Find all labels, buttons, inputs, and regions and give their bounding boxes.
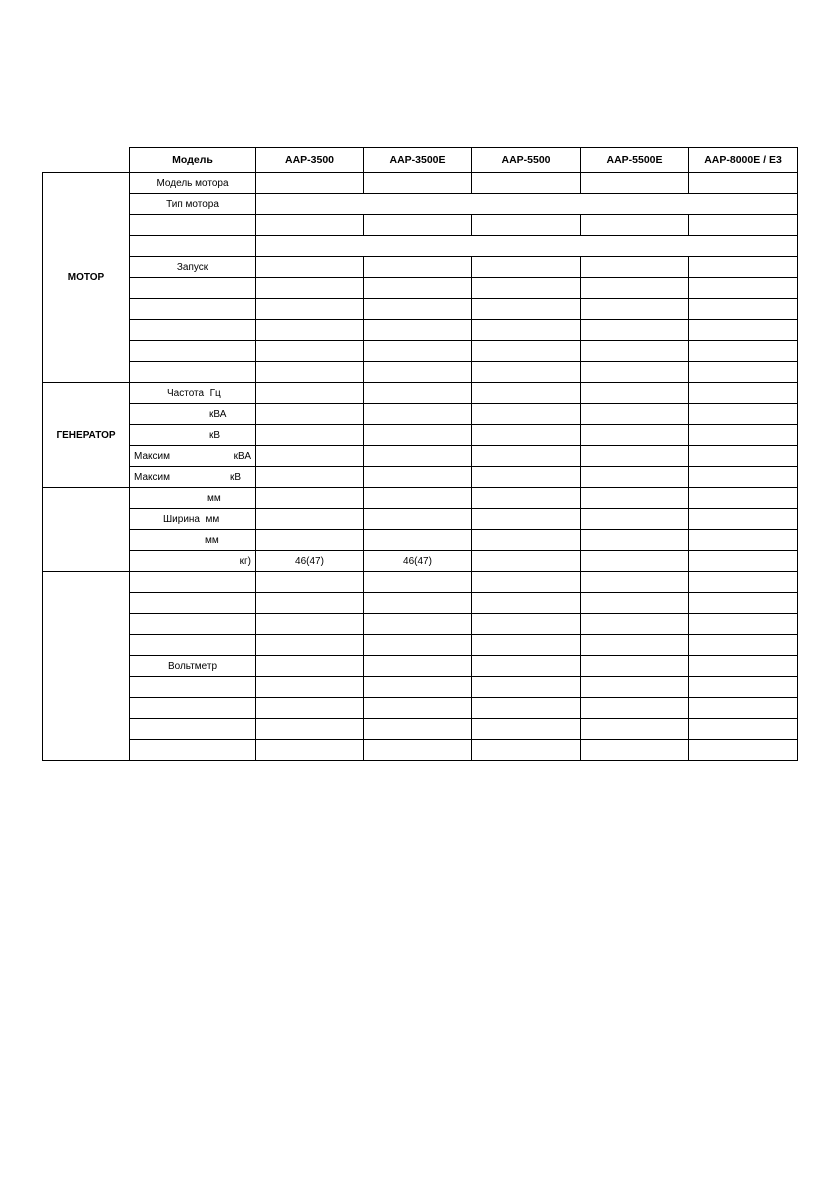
table-row [43,383,798,404]
width-label: Ширина [163,513,200,525]
table-row [43,530,798,551]
table-row [43,320,798,341]
row-label-height: мм [130,530,256,551]
table-row [43,299,798,320]
model-header-label: Модель [130,148,256,173]
table-row [43,257,798,278]
table-row [43,740,798,761]
section-motor: МОТОР [43,173,130,383]
header-row [43,148,798,173]
weight-aap-3500: 46(47) [256,551,364,572]
row-label-weight: кг) [130,551,256,572]
table-row [43,614,798,635]
table-row [43,656,798,677]
table-row [43,194,798,215]
table-row [43,509,798,530]
table-row [43,425,798,446]
row-label-kva: кВА [130,404,256,425]
corner-cell [43,148,130,173]
row-label-max-kw [130,467,256,488]
model-header-aap-3500: AAP-3500 [256,148,364,173]
section-dimensions [43,488,130,572]
section-equipment [43,572,130,761]
table-row [43,236,798,257]
row-label-engine-model: Модель мотора [130,173,256,194]
max-kva-unit: кВА [233,450,251,462]
row-label-max-kva [130,446,256,467]
table-row [43,467,798,488]
table-row [43,278,798,299]
row-label-voltmeter: Вольтметр [130,656,256,677]
row-label-kw: кВ [130,425,256,446]
model-header-aap-5500: AAP-5500 [472,148,581,173]
max-kw-unit: кВ [229,471,241,483]
model-header-aap-8000e: AAP-8000E / E3 [689,148,798,173]
model-header-aap-3500e: AAP-3500E [364,148,472,173]
specifications-table [42,147,798,761]
table-row [43,593,798,614]
table-row [43,446,798,467]
max-kw-label: Максим [134,471,170,483]
row-label-frequency [130,383,256,404]
max-kva-label: Максим [134,450,170,462]
table-row [43,635,798,656]
table-row [43,404,798,425]
table-row [43,173,798,194]
row-label-width [130,509,256,530]
frequency-unit: Гц [209,387,221,399]
table-row [43,551,798,572]
table-row [43,698,798,719]
table-row [43,719,798,740]
row-label-engine-type: Тип мотора [130,194,256,215]
table-row [43,488,798,509]
row-label-start: Запуск [130,257,256,278]
row-label-length: мм [130,488,256,509]
section-generator: ГЕНЕРАТОР [43,383,130,488]
table-row [43,341,798,362]
table-row [43,677,798,698]
model-header-aap-5500e: AAP-5500E [581,148,689,173]
weight-aap-3500e: 46(47) [364,551,472,572]
table-row [43,362,798,383]
frequency-label: Частота [167,387,205,399]
table-row [43,572,798,593]
width-unit: мм [205,513,220,525]
table-row [43,215,798,236]
